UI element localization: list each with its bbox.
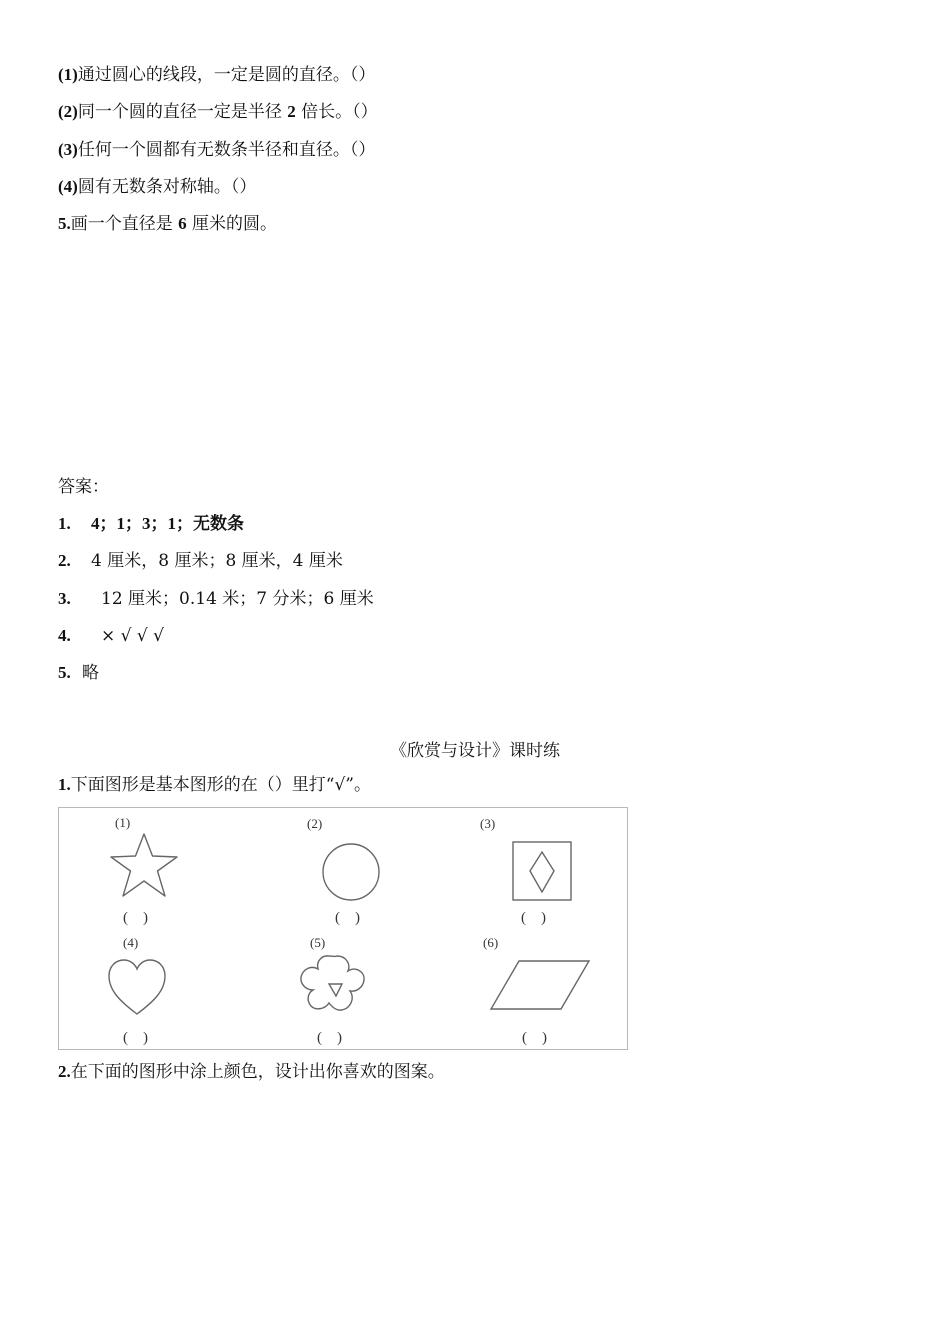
q4-item-2 bbox=[58, 101, 378, 123]
answers-heading: 答案： bbox=[58, 477, 109, 497]
item-number: (2) bbox=[58, 102, 78, 121]
answer-paren-5[interactable]: ( ) bbox=[317, 1030, 342, 1046]
triangle-shape bbox=[329, 984, 342, 996]
answer-paren-2[interactable]: ( ) bbox=[335, 910, 360, 926]
answer-number: 4. bbox=[58, 626, 71, 645]
item-number: (1) bbox=[58, 65, 78, 84]
item-text-tail: 厘米的圆。 bbox=[186, 214, 278, 234]
item-text-tail: 倍长。（） bbox=[295, 102, 378, 122]
answer-number: 5. bbox=[58, 663, 71, 682]
answer-number: 1. bbox=[58, 514, 71, 533]
answer-2 bbox=[58, 550, 343, 572]
item-bold-number: 2 bbox=[287, 102, 296, 121]
answer-text: 略 bbox=[82, 663, 99, 683]
section-q1-prompt bbox=[58, 774, 371, 796]
q4-item-4 bbox=[58, 176, 256, 198]
item-text: 在下面的图形中涂上颜色，设计出你喜欢的图案。 bbox=[70, 1062, 445, 1082]
answer-4 bbox=[58, 625, 164, 647]
answer-3 bbox=[58, 588, 374, 610]
item-text: 任何一个圆都有无数条半径和直径。（） bbox=[77, 140, 376, 160]
shapes-svg bbox=[59, 808, 629, 1051]
answer-paren-3[interactable]: ( ) bbox=[521, 910, 546, 926]
item-number: 1. bbox=[58, 775, 71, 794]
item-number: (4) bbox=[58, 177, 78, 196]
figure-label-3: (3) bbox=[480, 816, 496, 831]
answer-paren-1[interactable]: ( ) bbox=[123, 910, 148, 926]
figure-label-2: (2) bbox=[307, 816, 323, 831]
answer-number: 2. bbox=[58, 551, 71, 570]
parallelogram-shape bbox=[491, 961, 589, 1009]
answer-text: × √ √ √ bbox=[101, 626, 164, 646]
heart-shape bbox=[109, 960, 165, 1014]
q5-prompt bbox=[58, 213, 277, 235]
item-text: 通过圆心的线段，一定是圆的直径。（） bbox=[77, 65, 376, 85]
flower-shape bbox=[301, 956, 364, 1010]
item-number: 5. bbox=[58, 214, 71, 233]
figure-label-4: (4) bbox=[123, 935, 139, 950]
item-text: 同一个圆的直径一定是半径 bbox=[77, 102, 288, 122]
section-q2-prompt bbox=[58, 1061, 445, 1083]
circle-shape bbox=[323, 844, 379, 900]
answer-text: 12 厘米；0.14 米；7 分米；6 厘米 bbox=[101, 589, 374, 609]
item-number: (3) bbox=[58, 140, 78, 159]
item-text: 画一个直径是 bbox=[70, 214, 179, 234]
shapes-figure bbox=[58, 807, 628, 1050]
answer-text: 4；1；3；1；无数条 bbox=[91, 514, 244, 533]
section-title: 《欣赏与设计》课时练 bbox=[390, 741, 560, 761]
answer-paren-6[interactable]: ( ) bbox=[522, 1030, 547, 1046]
star-shape bbox=[111, 834, 177, 896]
figure-label-5: (5) bbox=[310, 935, 326, 950]
q4-item-1 bbox=[58, 64, 375, 86]
item-number: 2. bbox=[58, 1062, 71, 1081]
rhombus-shape bbox=[530, 852, 554, 892]
answer-number: 3. bbox=[58, 589, 71, 608]
answer-paren-4[interactable]: ( ) bbox=[123, 1030, 148, 1046]
figure-label-6: (6) bbox=[483, 935, 499, 950]
answer-5 bbox=[58, 662, 99, 684]
answer-1 bbox=[58, 513, 244, 535]
figure-label-1: (1) bbox=[115, 815, 131, 830]
q4-item-3 bbox=[58, 139, 375, 161]
item-text: 下面图形是基本图形的在（）里打“√”。 bbox=[70, 775, 371, 795]
item-bold-number: 6 bbox=[178, 214, 187, 233]
item-text: 圆有无数条对称轴。（） bbox=[77, 177, 257, 197]
answer-text: 4 厘米，8 厘米；8 厘米，4 厘米 bbox=[91, 551, 343, 571]
